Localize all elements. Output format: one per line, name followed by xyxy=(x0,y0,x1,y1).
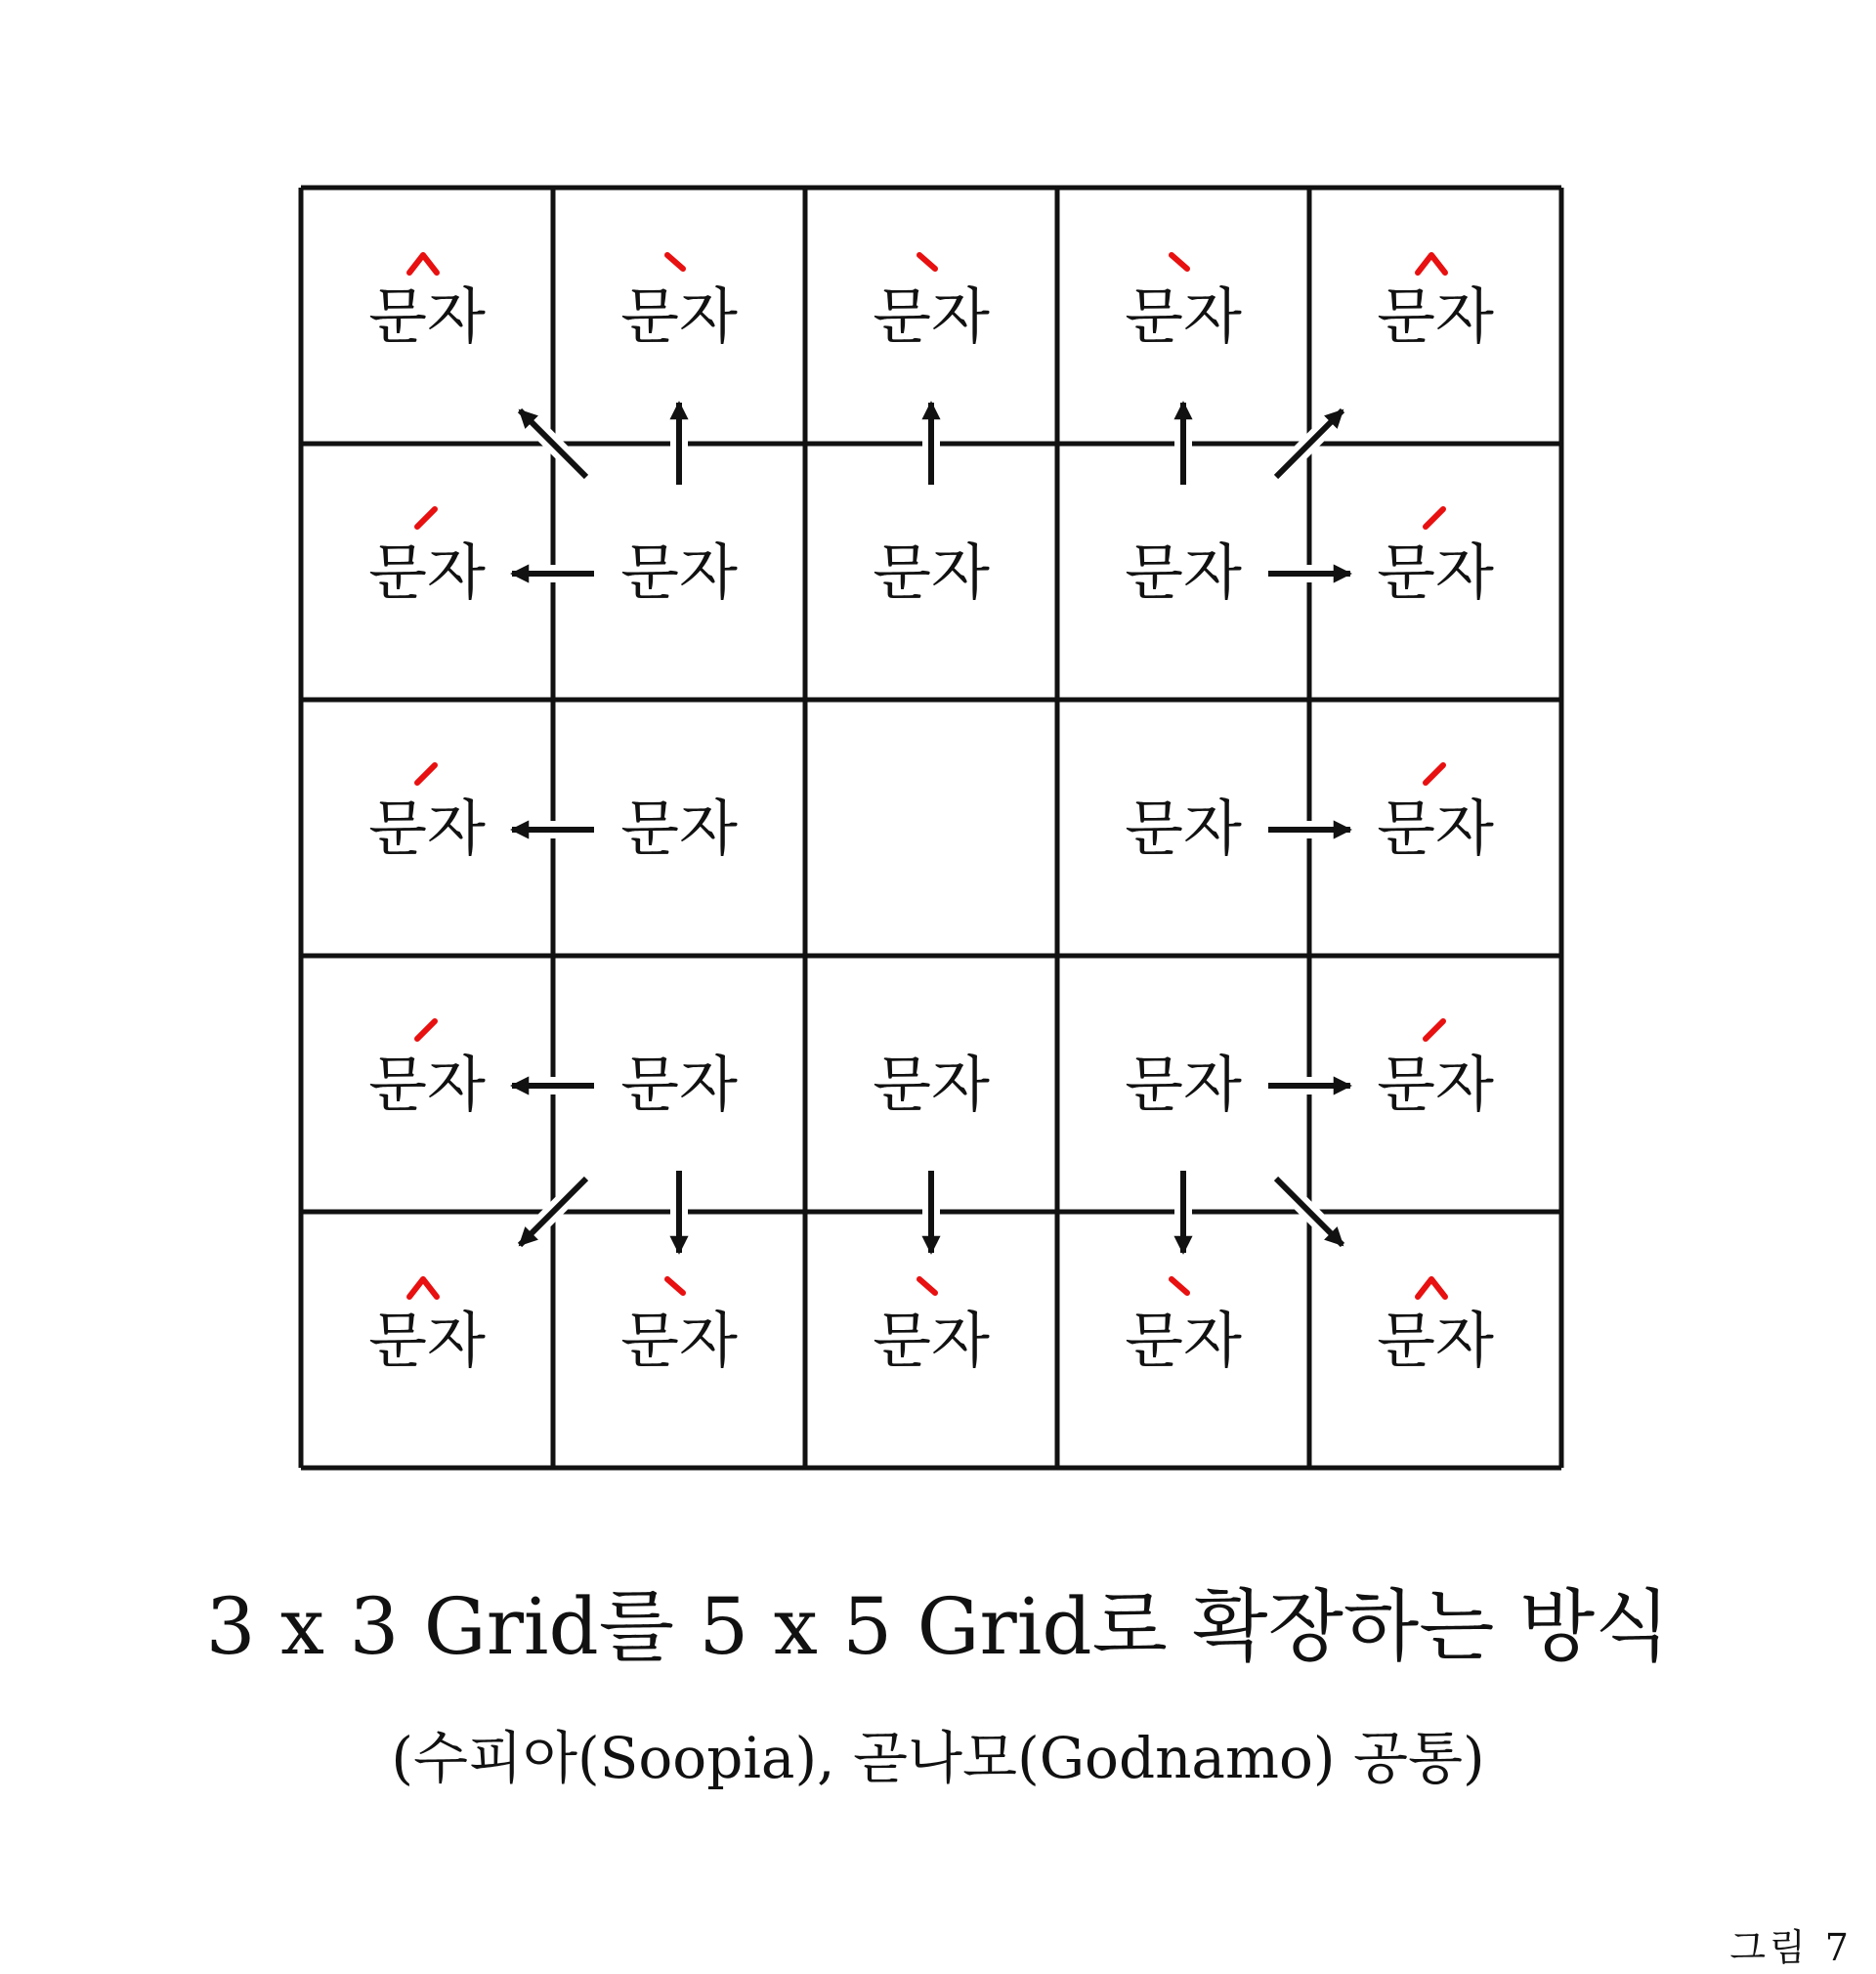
cell-text: 문자 xyxy=(1125,1305,1242,1376)
cell-text: 문자 xyxy=(1125,793,1242,864)
figure-title: 3 x 3 Grid를 5 x 5 Grid로 확장하는 방식 xyxy=(205,1581,1671,1672)
cell-text: 문자 xyxy=(368,793,486,864)
cell-text: 문자 xyxy=(1377,793,1494,864)
cell-1-0 xyxy=(368,509,486,608)
cell-text: 문자 xyxy=(1125,536,1242,608)
cell-text: 문자 xyxy=(1125,1049,1242,1120)
cell-0-0 xyxy=(368,255,486,352)
cell-2-4 xyxy=(1377,765,1494,864)
cell-4-3 xyxy=(1125,1279,1242,1376)
circumflex-mark-icon xyxy=(409,255,437,273)
cell-text: 문자 xyxy=(620,536,738,608)
acute-mark-icon xyxy=(1426,509,1443,527)
acute-mark-icon xyxy=(1426,1021,1443,1039)
cell-3-0 xyxy=(368,1021,486,1120)
acute-mark-icon xyxy=(417,509,435,527)
cell-text: 문자 xyxy=(1377,536,1494,608)
cell-text: 문자 xyxy=(368,1049,486,1120)
grid-lines xyxy=(301,188,1561,1468)
cell-text: 문자 xyxy=(873,1305,990,1376)
cell-1-1 xyxy=(620,536,738,608)
cell-1-2 xyxy=(873,536,990,608)
cell-0-4 xyxy=(1377,255,1494,352)
cell-text: 문자 xyxy=(1377,280,1494,352)
cell-4-4 xyxy=(1377,1279,1494,1376)
circumflex-mark-icon xyxy=(1418,255,1445,273)
cell-text: 문자 xyxy=(873,1049,990,1120)
cell-text: 문자 xyxy=(368,536,486,608)
cell-0-2 xyxy=(873,255,990,352)
grave-mark-icon xyxy=(667,1279,683,1293)
cell-text: 문자 xyxy=(620,793,738,864)
cell-4-0 xyxy=(368,1279,486,1376)
figure-subtitle: (수피아(Soopia), 곧나모(Godnamo) 공통) xyxy=(391,1725,1485,1791)
grave-mark-icon xyxy=(919,255,935,269)
cell-text: 문자 xyxy=(620,1049,738,1120)
grave-mark-icon xyxy=(919,1279,935,1293)
acute-mark-icon xyxy=(417,1021,435,1039)
circumflex-mark-icon xyxy=(409,1279,437,1297)
cell-text: 문자 xyxy=(1377,1049,1494,1120)
cell-text: 문자 xyxy=(368,1305,486,1376)
acute-mark-icon xyxy=(417,765,435,783)
cell-text: 문자 xyxy=(873,536,990,608)
cell-4-1 xyxy=(620,1279,738,1376)
cell-1-3 xyxy=(1125,536,1242,608)
acute-mark-icon xyxy=(1426,765,1443,783)
cell-text: 문자 xyxy=(873,280,990,352)
cell-3-2 xyxy=(873,1049,990,1120)
circumflex-mark-icon xyxy=(1418,1279,1445,1297)
cell-0-1 xyxy=(620,255,738,352)
grave-mark-icon xyxy=(1172,255,1187,269)
cell-2-1 xyxy=(620,793,738,864)
cell-text: 문자 xyxy=(620,280,738,352)
cell-1-4 xyxy=(1377,509,1494,608)
cell-3-1 xyxy=(620,1049,738,1120)
grave-mark-icon xyxy=(667,255,683,269)
grave-mark-icon xyxy=(1172,1279,1187,1293)
cell-0-3 xyxy=(1125,255,1242,352)
cell-3-4 xyxy=(1377,1021,1494,1120)
cell-text: 문자 xyxy=(368,280,486,352)
cell-3-3 xyxy=(1125,1049,1242,1120)
cell-text: 문자 xyxy=(1125,280,1242,352)
cell-2-3 xyxy=(1125,793,1242,864)
cell-2-0 xyxy=(368,765,486,864)
figure-label: 그림 7 xyxy=(1729,1926,1853,1969)
cell-4-2 xyxy=(873,1279,990,1376)
cell-text: 문자 xyxy=(1377,1305,1494,1376)
cell-text: 문자 xyxy=(620,1305,738,1376)
